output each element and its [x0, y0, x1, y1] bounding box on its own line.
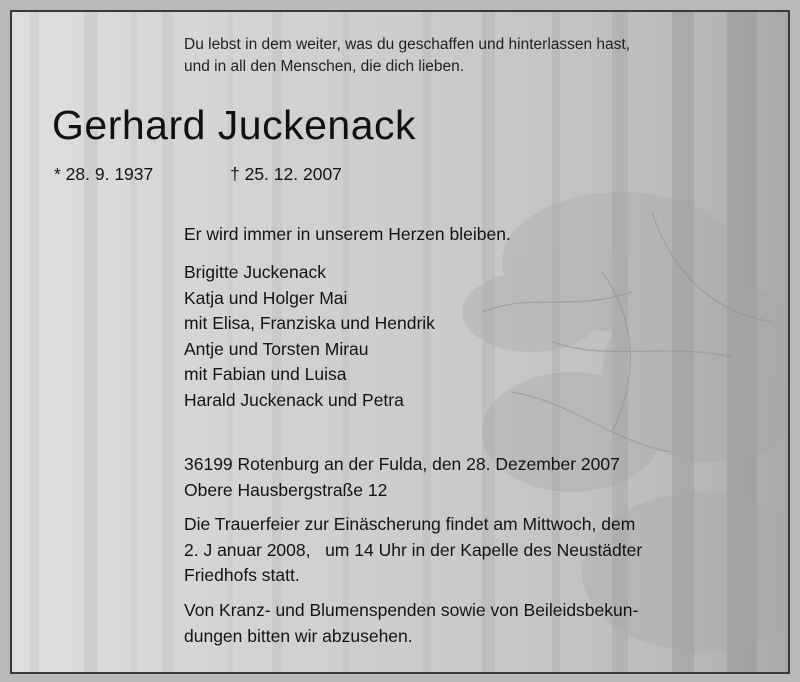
- memorial-line: Er wird immer in unserem Herzen bleiben.: [184, 224, 511, 244]
- mourner-entry: Harald Juckenack und Petra: [184, 389, 404, 410]
- farewell-quote: [184, 34, 630, 78]
- request-line: dungen bitten wir abzusehen.: [184, 625, 413, 646]
- birth-date: * 28. 9. 1937: [54, 164, 154, 184]
- mourner-entry: mit Elisa, Franziska und Hendrik: [184, 313, 435, 333]
- mourner-entry: mit Fabian und Luisa: [184, 364, 347, 384]
- funeral-info: [184, 512, 642, 589]
- address-line: 36199 Rotenburg an der Fulda, den 28. Dezember 2007: [184, 454, 620, 474]
- deceased-name: Gerhard Juckenack: [52, 102, 417, 148]
- mourner-entry: Antje und Torsten Mirau: [184, 338, 369, 359]
- mourner-entry: Brigitte Juckenack: [184, 262, 327, 282]
- request-line: Von Kranz- und Blumenspenden sowie von Beileidsbekun-: [184, 600, 639, 620]
- death-date: † 25. 12. 2007: [230, 164, 342, 184]
- funeral-line: 2. J anuar 2008, um 14 Uhr in der Kapelle des Neustädter: [184, 539, 643, 560]
- quote-line: und in all den Menschen, die dich lieben.: [184, 58, 465, 75]
- address-block: [184, 452, 620, 503]
- obituary-notice: [10, 10, 790, 674]
- address-line: Obere Hausbergstraße 12: [184, 479, 388, 500]
- mourner-entry: Katja und Holger Mai: [184, 287, 348, 308]
- notice-text: [12, 12, 788, 672]
- funeral-line: Die Trauerfeier zur Einäscherung findet am Mittwoch, dem: [184, 514, 636, 534]
- mourners-list: [184, 260, 435, 413]
- funeral-line: Friedhofs statt.: [184, 565, 300, 585]
- quote-line: Du lebst in dem weiter, was du geschaffen und hinterlassen hast,: [184, 36, 631, 53]
- donation-request: [184, 598, 638, 649]
